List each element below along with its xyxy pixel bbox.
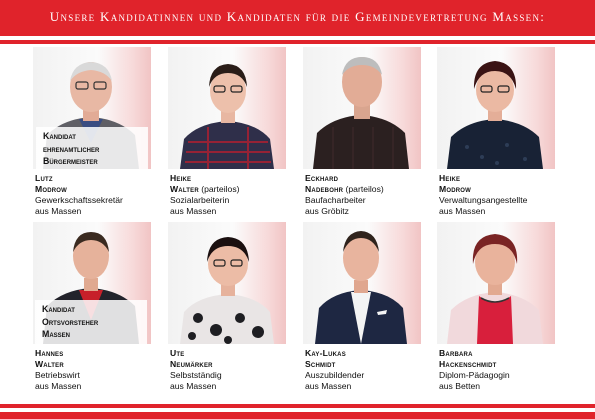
candidate-first-name: Barbara <box>439 348 473 358</box>
candidate-last-name: Hackenschmidt <box>439 359 497 369</box>
candidate-caption <box>35 348 160 392</box>
candidate-place: aus Massen <box>439 206 486 216</box>
candidate-last-name: Modrow <box>35 184 68 194</box>
candidate-photo <box>303 222 421 344</box>
candidate-job: Sozialarbeiterin <box>170 195 230 205</box>
page-title: Unsere Kandidatinnen und Kandidaten für die Gemeindevertretung Massen: <box>49 9 546 24</box>
candidate-place: aus Massen <box>35 381 82 391</box>
candidate-caption <box>439 173 564 217</box>
candidate-first-name: Kay-Lukas <box>305 348 346 358</box>
candidate-place: aus Betten <box>439 381 481 391</box>
candidate-place: aus Massen <box>170 381 217 391</box>
footer-bar <box>0 412 595 419</box>
candidate-job: Auszubildender <box>305 370 365 380</box>
badge-line: Kandidat <box>43 131 76 141</box>
candidate-first-name: Ute <box>170 348 185 358</box>
badge-line: Kandidat <box>42 304 75 314</box>
candidate-first-name: Lutz <box>35 173 53 183</box>
candidate-job: Gewerkschaftssekretär <box>35 195 123 205</box>
candidacy-badge <box>36 127 148 171</box>
badge-line: Massen <box>42 329 70 339</box>
candidate-place: aus Gröbitz <box>305 206 349 216</box>
candidate-job: Verwaltungsangestellte <box>439 195 528 205</box>
candidate-job: Diplom-Pädagogin <box>439 370 510 380</box>
candidate-photo <box>168 222 286 344</box>
divider-bottom <box>0 404 595 408</box>
candidate-affiliation: (parteilos) <box>201 184 240 194</box>
candidate-last-name: Modrow <box>439 184 472 194</box>
candidate-last-name: Walter <box>170 184 199 194</box>
candidate-place: aus Massen <box>35 206 82 216</box>
candidate-photo <box>437 47 555 169</box>
candidate-job: Baufacharbeiter <box>305 195 366 205</box>
candidate-affiliation: (parteilos) <box>345 184 384 194</box>
divider-top <box>0 40 595 44</box>
candidacy-badge <box>35 300 147 344</box>
candidate-last-name: Schmidt <box>305 359 336 369</box>
candidate-first-name: Hannes <box>35 348 64 358</box>
candidate-caption <box>35 173 160 217</box>
candidate-photo <box>437 222 555 344</box>
candidate-last-name: Nadebohr <box>305 184 344 194</box>
candidate-last-name: Neumärker <box>170 359 213 369</box>
candidate-last-name: Walter <box>35 359 64 369</box>
candidate-job: Betriebswirt <box>35 370 80 380</box>
badge-line: Bürgermeister <box>43 156 98 166</box>
candidate-first-name: Heike <box>170 173 192 183</box>
candidate-caption <box>305 173 430 217</box>
candidate-first-name: Eckhard <box>305 173 339 183</box>
candidate-photo <box>168 47 286 169</box>
badge-line: Ortsvorsteher <box>42 316 99 327</box>
candidate-caption <box>305 348 430 392</box>
candidate-first-name: Heike <box>439 173 461 183</box>
candidate-caption <box>170 348 295 392</box>
candidate-caption <box>170 173 295 217</box>
candidate-place: aus Massen <box>305 381 352 391</box>
badge-line: ehrenamtlicher <box>43 143 100 154</box>
candidate-photo <box>303 47 421 169</box>
candidate-job: Selbstständig <box>170 370 222 380</box>
candidate-place: aus Massen <box>170 206 217 216</box>
candidate-caption <box>439 348 564 392</box>
header-banner <box>0 0 595 36</box>
